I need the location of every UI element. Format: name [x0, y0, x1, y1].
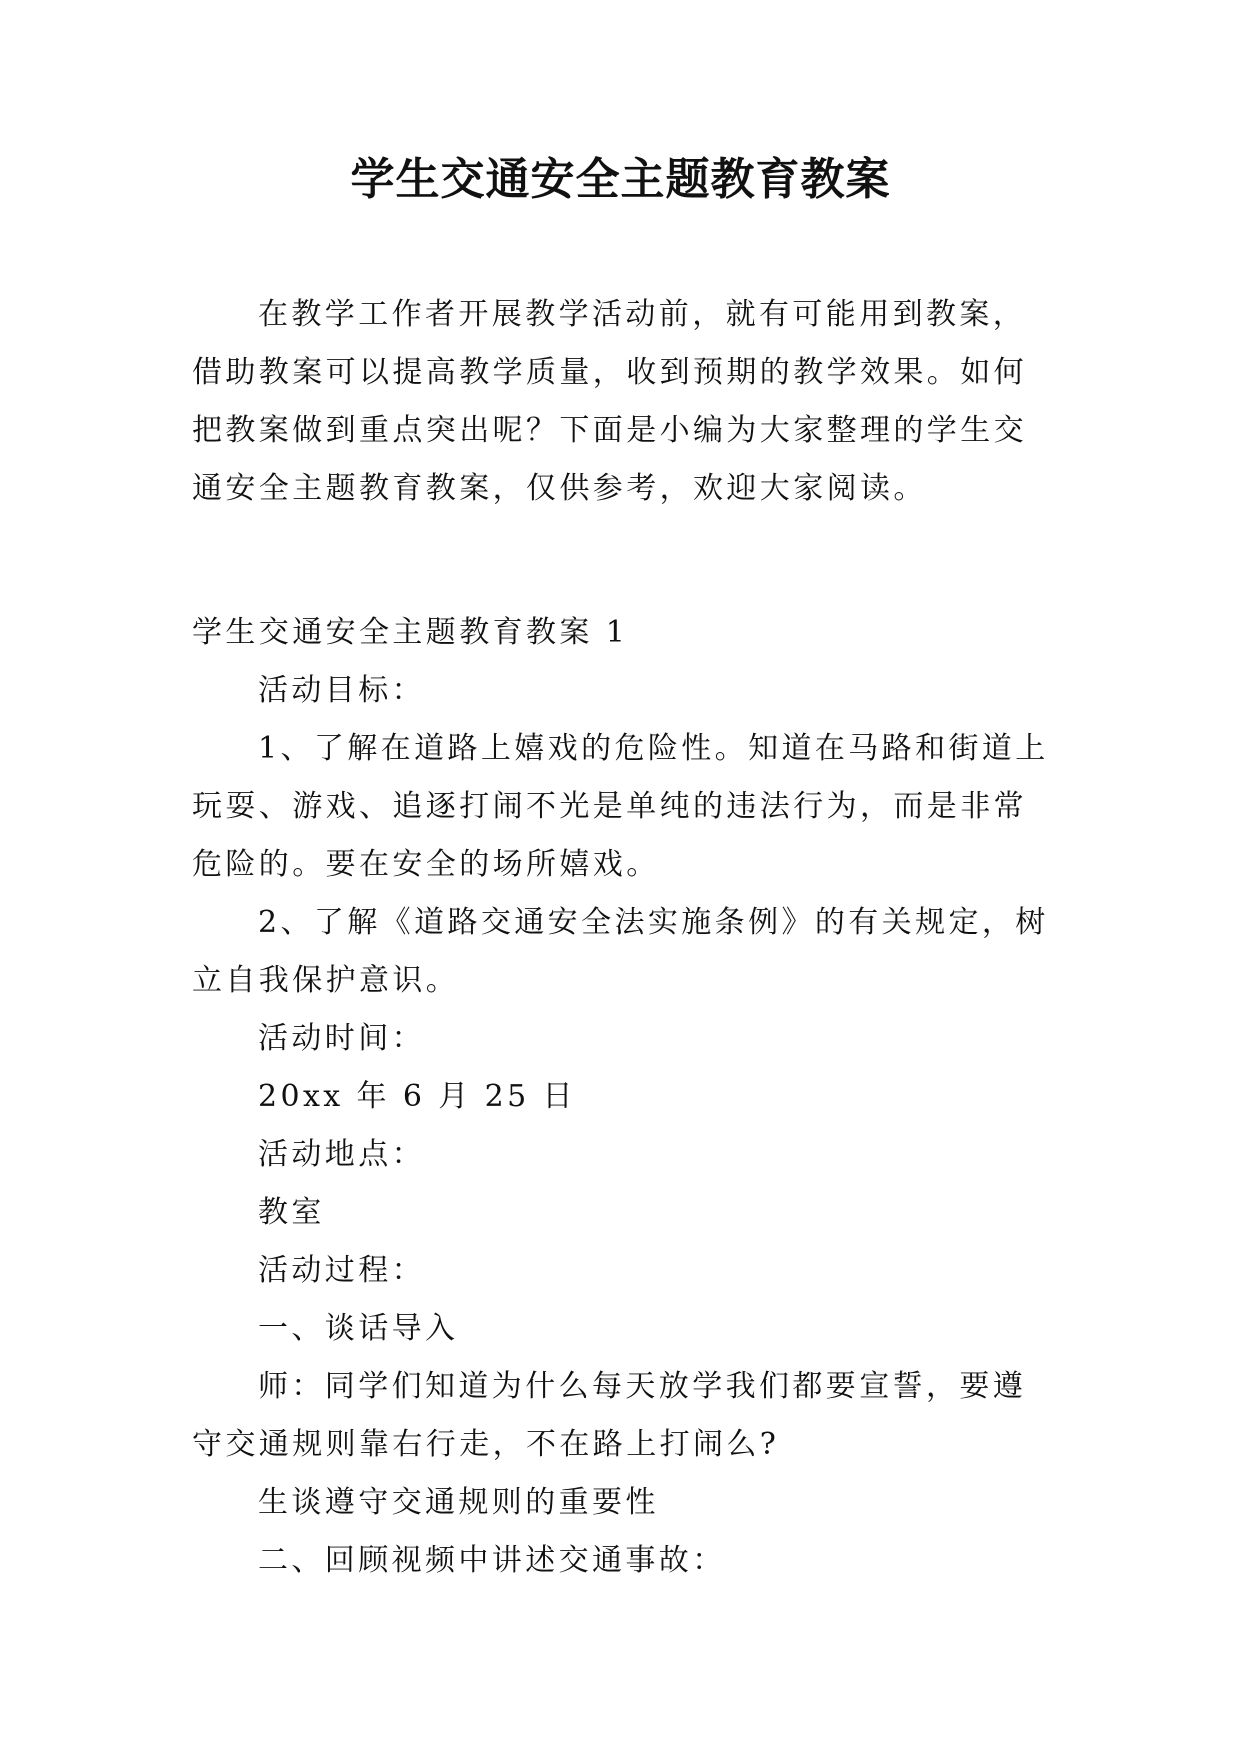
paragraph-activity-date: 20xx 年 6 月 25 日 — [258, 1079, 576, 1114]
intro-paragraph: 在教学工作者开展教学活动前，就有可能用到教案，借助教案可以提高教学质量，收到预期的教学效果。如何把教案做到重点突出呢？下面是小编为大家整理的学生交通安全主题教育教案，仅供参考，欢迎大家阅读。 — [192, 297, 1027, 506]
paragraph-activity-time-label: 活动时间： — [258, 1021, 425, 1056]
paragraph-teacher-question: 师：同学们知道为什么每天放学我们都要宣誓，要遵守交通规则靠右行走，不在路上打闹么? — [192, 1369, 1027, 1462]
document-body — [192, 286, 1054, 1590]
paragraph-activity-place: 教室 — [258, 1195, 325, 1230]
paragraph-activity-place-label: 活动地点： — [258, 1137, 425, 1172]
paragraph-step-2-heading: 二、回顾视频中讲述交通事故： — [258, 1543, 726, 1578]
section-heading: 学生交通安全主题教育教案 1 — [192, 615, 629, 650]
paragraph-goal-1: 1、了解在道路上嬉戏的危险性。知道在马路和街道上玩耍、游戏、追逐打闹不光是单纯的违法行为，而是非常危险的。要在安全的场所嬉戏。 — [192, 731, 1049, 882]
paragraph-goal-2: 2、了解《道路交通安全法实施条例》的有关规定，树立自我保护意识。 — [192, 905, 1049, 998]
document-title: 学生交通安全主题教育教案 — [350, 154, 891, 205]
paragraph-step-1-heading: 一、谈话导入 — [258, 1311, 459, 1346]
paragraph-activity-process-label: 活动过程： — [258, 1253, 425, 1288]
paragraph-student-discussion: 生谈遵守交通规则的重要性 — [258, 1485, 659, 1520]
paragraph-activity-goal-label: 活动目标： — [258, 673, 425, 708]
